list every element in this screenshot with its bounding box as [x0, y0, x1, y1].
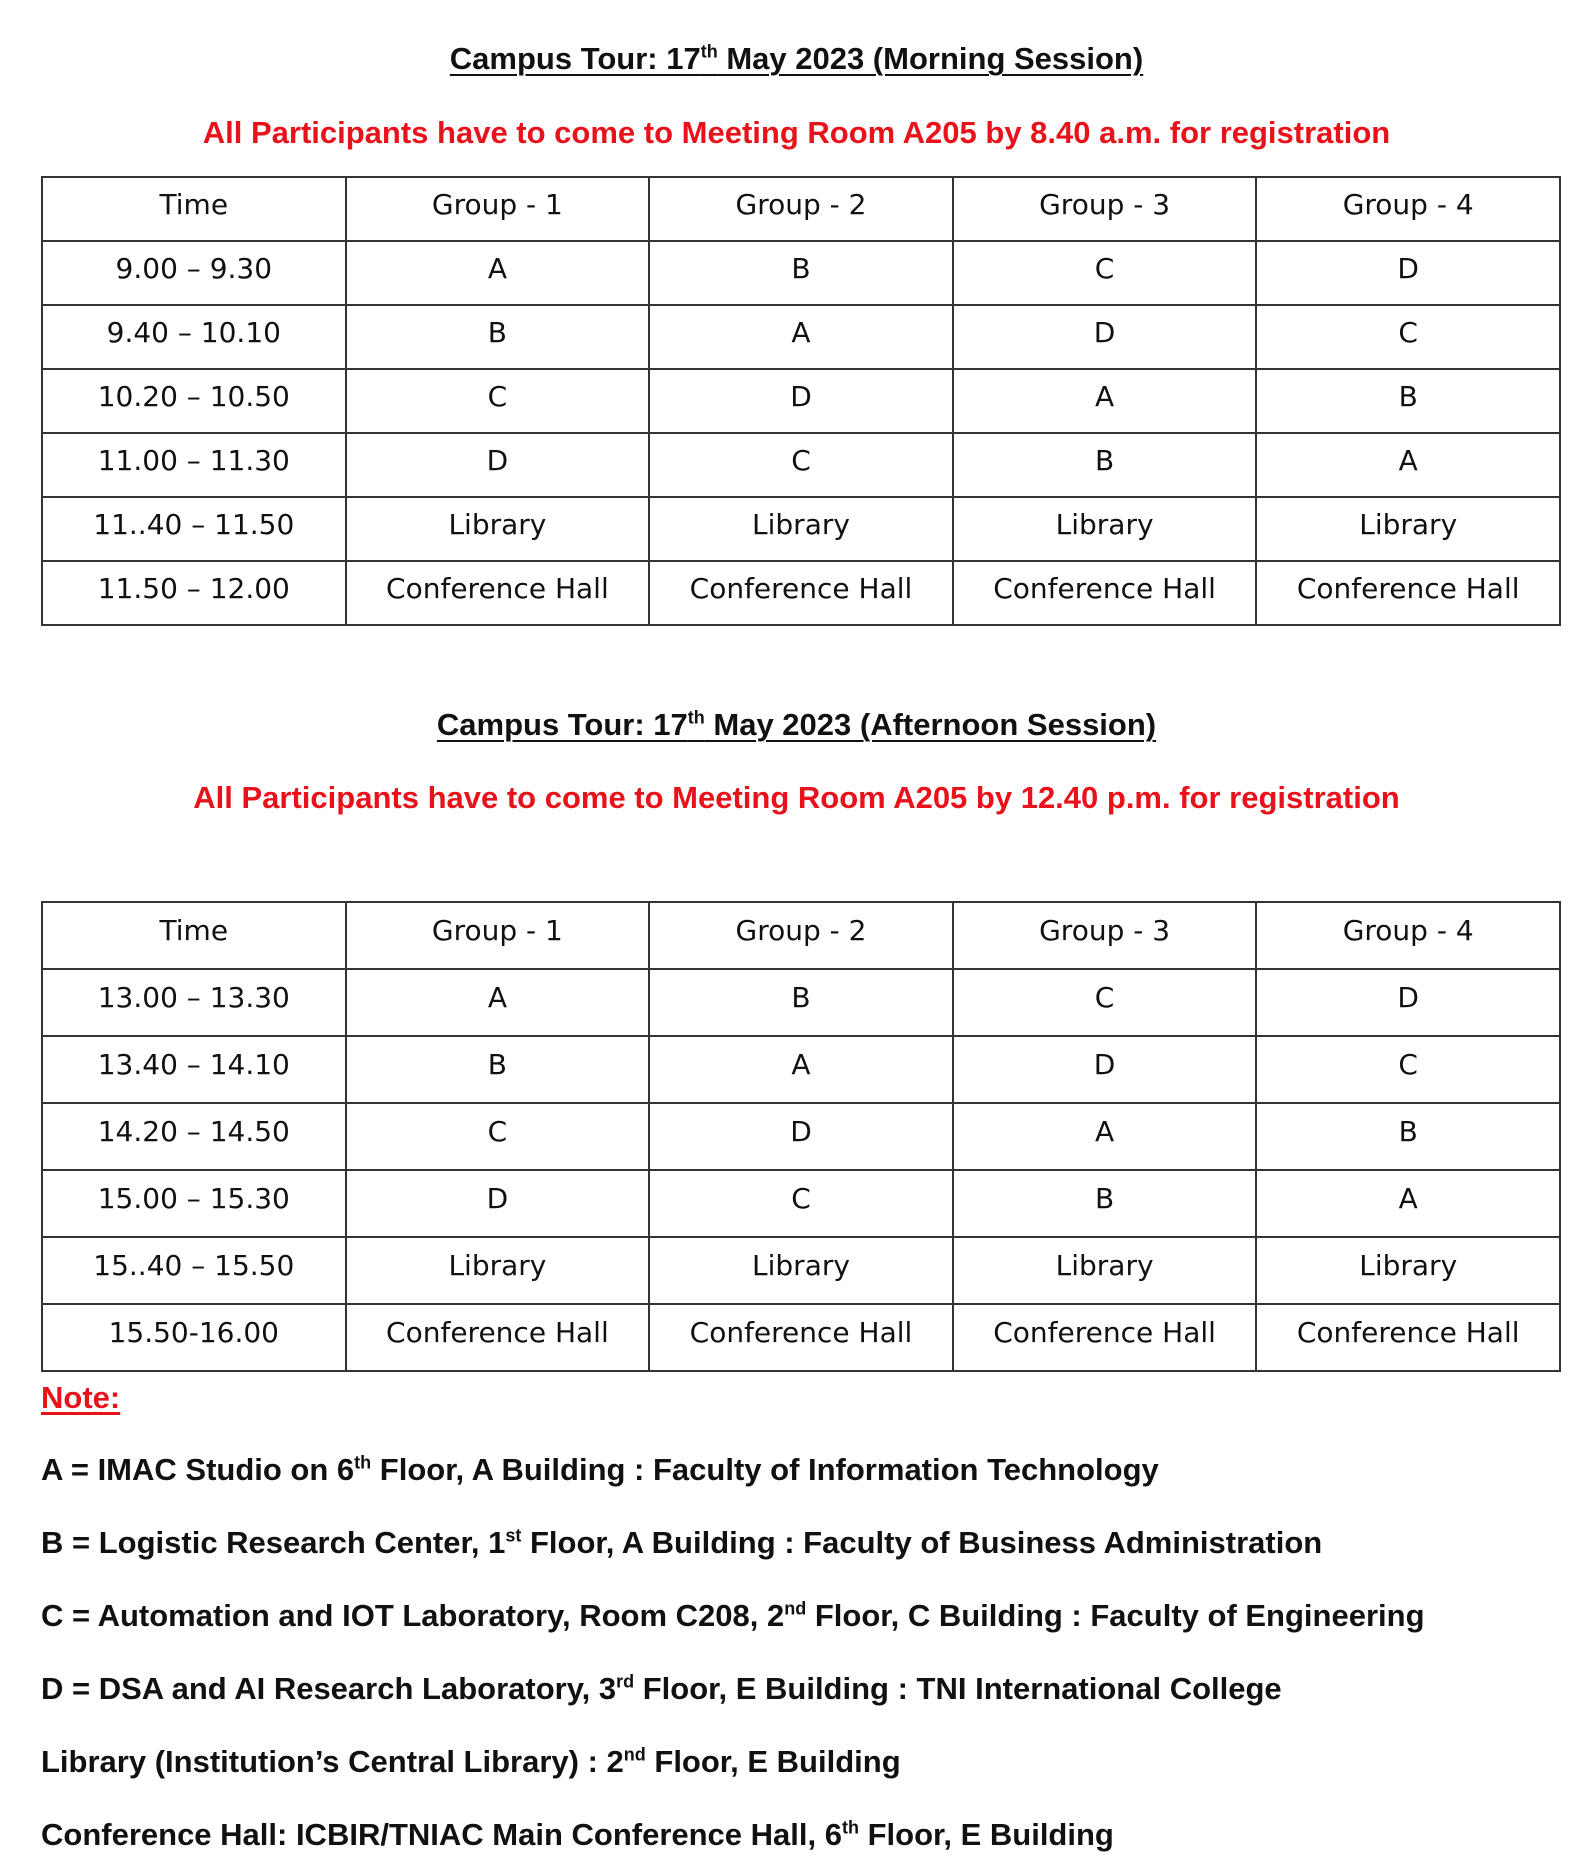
table-row [42, 1304, 1560, 1371]
time-cell: 11.00 – 11.30 [42, 433, 346, 497]
note-text: B = Logistic Research Center, 1 [41, 1525, 506, 1560]
time-cell: 15.50-16.00 [42, 1304, 346, 1371]
location-cell: C [1256, 305, 1560, 369]
ordinal-superscript: th [841, 1817, 859, 1838]
location-cell: D [953, 1036, 1257, 1103]
location-cell: Conference Hall [953, 561, 1257, 625]
title-text: May 2023 (Morning Session) [717, 41, 1144, 76]
note-text: Floor, E Building [645, 1744, 901, 1779]
location-cell: C [1256, 1036, 1560, 1103]
note-item [41, 1452, 1159, 1488]
table-row [42, 1237, 1560, 1304]
note-text: Library (Institution’s Central Library) : 2 [41, 1744, 624, 1779]
time-cell: 9.00 – 9.30 [42, 241, 346, 305]
location-cell: A [346, 241, 650, 305]
location-cell: B [346, 305, 650, 369]
title-text: May 2023 (Afternoon Session) [704, 707, 1157, 742]
location-cell: D [649, 1103, 953, 1170]
header-group-3: Group - 3 [953, 177, 1257, 241]
table-row [42, 1103, 1560, 1170]
title-text: Campus Tour: 17 [449, 41, 701, 76]
title-superscript: th [687, 707, 705, 728]
location-cell: C [346, 369, 650, 433]
location-cell: Library [1256, 497, 1560, 561]
table-row [42, 497, 1560, 561]
location-cell: Library [953, 497, 1257, 561]
location-cell: B [1256, 1103, 1560, 1170]
location-cell: C [346, 1103, 650, 1170]
title-text: Campus Tour: 17 [436, 707, 688, 742]
location-cell: A [649, 1036, 953, 1103]
note-text: D = DSA and AI Research Laboratory, 3 [41, 1671, 617, 1706]
table-row [42, 561, 1560, 625]
location-cell: C [649, 433, 953, 497]
location-cell: D [346, 433, 650, 497]
location-cell: C [649, 1170, 953, 1237]
time-cell: 10.20 – 10.50 [42, 369, 346, 433]
location-cell: B [346, 1036, 650, 1103]
table-header-row [42, 902, 1560, 969]
table-row [42, 369, 1560, 433]
table-row [42, 1036, 1560, 1103]
location-cell: D [649, 369, 953, 433]
time-cell: 13.40 – 14.10 [42, 1036, 346, 1103]
note-text: C = Automation and IOT Laboratory, Room C208, 2 [41, 1598, 785, 1633]
table-header-row [42, 177, 1560, 241]
time-cell: 14.20 – 14.50 [42, 1103, 346, 1170]
location-cell: Library [346, 497, 650, 561]
table-row [42, 969, 1560, 1036]
morning-session-title [0, 41, 1593, 77]
location-cell: Library [649, 497, 953, 561]
location-cell: Conference Hall [346, 1304, 650, 1371]
morning-registration-notice: All Participants have to come to Meeting Room A205 by 8.40 a.m. for registration [202, 115, 1391, 150]
location-cell: Conference Hall [649, 1304, 953, 1371]
time-cell: 15..40 – 15.50 [42, 1237, 346, 1304]
header-group-2: Group - 2 [649, 177, 953, 241]
location-cell: Conference Hall [1256, 1304, 1560, 1371]
location-cell: Library [649, 1237, 953, 1304]
note-text: A = IMAC Studio on 6 [41, 1452, 355, 1487]
header-group-3: Group - 3 [953, 902, 1257, 969]
location-cell: A [953, 1103, 1257, 1170]
afternoon-registration-notice: All Participants have to come to Meeting Room A205 by 12.40 p.m. for registration [193, 780, 1400, 815]
afternoon-session-title [0, 707, 1593, 743]
ordinal-superscript: st [505, 1525, 522, 1546]
note-text: Floor, E Building : TNI International College [634, 1671, 1282, 1706]
note-item [41, 1671, 1282, 1707]
location-cell: D [953, 305, 1257, 369]
table-row [42, 241, 1560, 305]
header-time: Time [42, 902, 346, 969]
location-cell: Library [346, 1237, 650, 1304]
location-cell: B [649, 241, 953, 305]
ordinal-superscript: nd [623, 1744, 646, 1765]
location-cell: B [1256, 369, 1560, 433]
header-group-1: Group - 1 [346, 902, 650, 969]
morning-schedule-table [41, 176, 1561, 626]
location-cell: Conference Hall [953, 1304, 1257, 1371]
header-group-2: Group - 2 [649, 902, 953, 969]
header-time: Time [42, 177, 346, 241]
location-cell: Library [953, 1237, 1257, 1304]
location-cell: B [953, 433, 1257, 497]
location-cell: A [649, 305, 953, 369]
ordinal-superscript: th [354, 1452, 372, 1473]
note-text: Conference Hall: ICBIR/TNIAC Main Conference Hall, 6 [41, 1817, 842, 1852]
table-row [42, 1170, 1560, 1237]
location-cell: A [1256, 433, 1560, 497]
ordinal-superscript: rd [616, 1671, 635, 1692]
note-text: Floor, E Building [858, 1817, 1114, 1852]
location-cell: B [953, 1170, 1257, 1237]
header-group-1: Group - 1 [346, 177, 650, 241]
note-item [41, 1525, 1322, 1561]
header-group-4: Group - 4 [1256, 177, 1560, 241]
location-cell: B [649, 969, 953, 1036]
location-cell: A [346, 969, 650, 1036]
time-cell: 15.00 – 15.30 [42, 1170, 346, 1237]
time-cell: 13.00 – 13.30 [42, 969, 346, 1036]
table-row [42, 433, 1560, 497]
time-cell: 11.50 – 12.00 [42, 561, 346, 625]
location-cell: C [953, 969, 1257, 1036]
note-text: Floor, A Building : Faculty of Information Technology [371, 1452, 1159, 1487]
location-cell: A [1256, 1170, 1560, 1237]
note-item [41, 1744, 901, 1780]
location-cell: D [1256, 969, 1560, 1036]
location-cell: C [953, 241, 1257, 305]
time-cell: 11..40 – 11.50 [42, 497, 346, 561]
note-item [41, 1817, 1114, 1853]
note-item [41, 1598, 1425, 1634]
table-row [42, 305, 1560, 369]
location-cell: A [953, 369, 1257, 433]
afternoon-schedule-table [41, 901, 1561, 1372]
location-cell: Library [1256, 1237, 1560, 1304]
location-cell: Conference Hall [1256, 561, 1560, 625]
title-superscript: th [700, 41, 718, 62]
note-text: Floor, A Building : Faculty of Business Administration [521, 1525, 1323, 1560]
ordinal-superscript: nd [784, 1598, 807, 1619]
note-heading: Note: [41, 1380, 121, 1415]
location-cell: Conference Hall [649, 561, 953, 625]
header-group-4: Group - 4 [1256, 902, 1560, 969]
time-cell: 9.40 – 10.10 [42, 305, 346, 369]
location-cell: D [1256, 241, 1560, 305]
note-text: Floor, C Building : Faculty of Engineering [806, 1598, 1425, 1633]
location-cell: Conference Hall [346, 561, 650, 625]
location-cell: D [346, 1170, 650, 1237]
